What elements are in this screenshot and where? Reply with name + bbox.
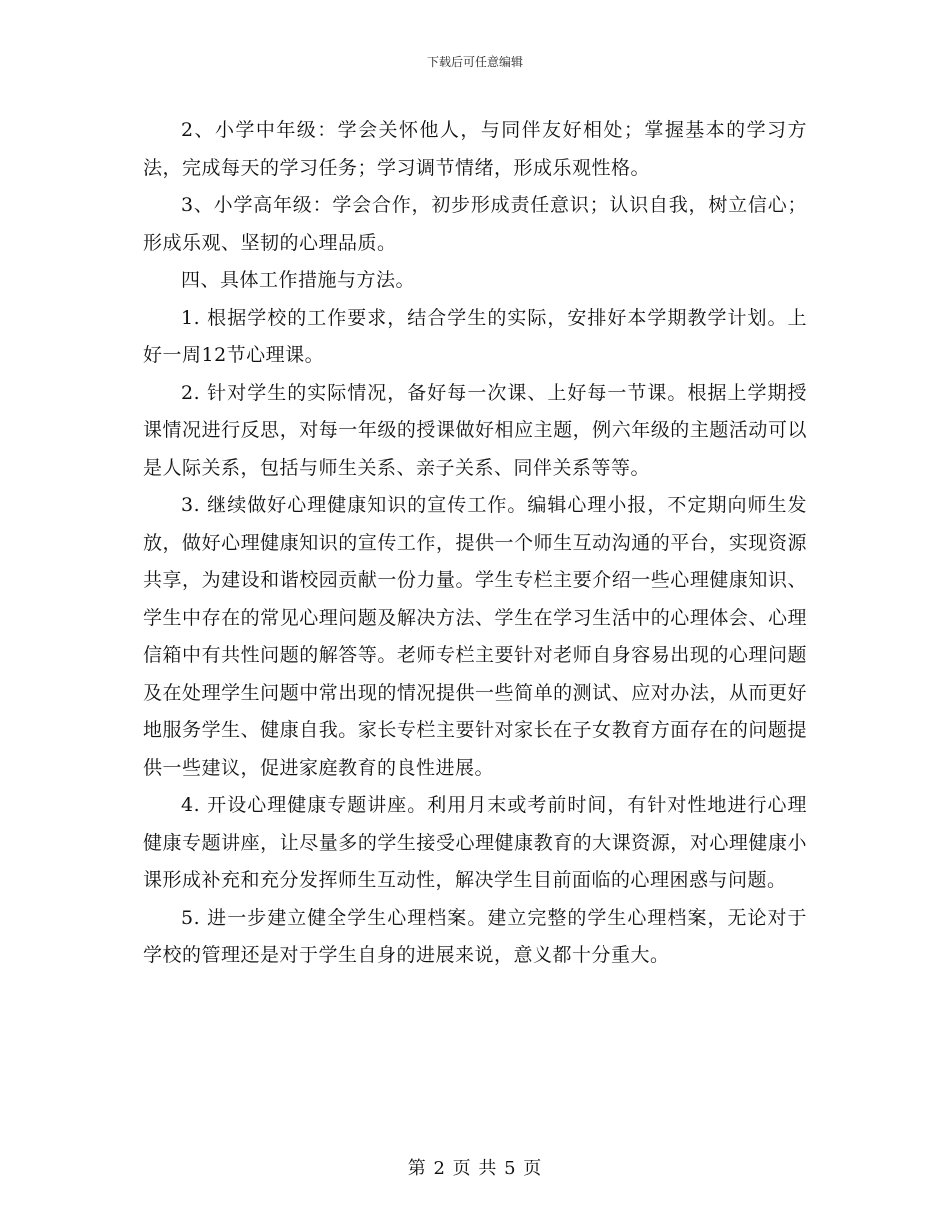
- paragraph-measure-1: 1. 根据学校的工作要求，结合学生的实际，安排好本学期教学计划。上好一周12节心理课。: [143, 306, 807, 366]
- paragraph-measure-3: 3. 继续做好心理健康知识的宣传工作。编辑心理小报，不定期向师生发放，做好心理健康知识的宣传工作，提供一个师生互动沟通的平台，实现资源共享，为建设和谐校园贡献一份力量。学生专栏主要介绍一些心理健康知识、学生中存在的常见心理问题及解决方法、学生在学习生活中的心理体会、心理信箱中有共性问题的解答等。老师专栏主要针对老师自身容易出现的心理问题及在处理学生问题中常出现的情况提供一些简单的测试、应对办法，从而更好地服务学生、健康自我。家长专栏主要针对家长在子女教育方面存在的问题提供一些建议，促进家庭教育的良性进展。: [143, 494, 807, 779]
- paragraph-middle-grade-goals: 2、小学中年级：学会关怀他人，与同伴友好相处；掌握基本的学习方法，完成每天的学习任务；学习调节情绪，形成乐观性格。: [143, 119, 807, 179]
- section-heading-measures: 四、具体工作措施与方法。: [181, 269, 416, 291]
- document-body: [143, 112, 807, 975]
- page-number-footer: 第 2 页 共 5 页: [407, 1158, 543, 1179]
- paragraph-measure-2: 2. 针对学生的实际情况，备好每一次课、上好每一节课。根据上学期授课情况进行反思，对每一年级的授课做好相应主题，例六年级的主题活动可以是人际关系，包括与师生关系、亲子关系、同伴关系等等。: [143, 381, 807, 479]
- paragraph-upper-grade-goals: 3、小学高年级：学会合作，初步形成责任意识；认识自我，树立信心；形成乐观、坚韧的心理品质。: [143, 194, 807, 254]
- paragraph-measure-4: 4. 开设心理健康专题讲座。利用月末或考前时间，有针对性地进行心理健康专题讲座，让尽量多的学生接受心理健康教育的大课资源，对心理健康小课形成补充和充分发挥师生互动性，解决学生目前面临的心理困惑与问题。: [143, 794, 807, 891]
- page-header: 下载后可任意编辑: [426, 55, 523, 69]
- paragraph-measure-5: 5. 进一步建立健全学生心理档案。建立完整的学生心理档案，无论对于学校的管理还是对于学生自身的进展来说，意义都十分重大。: [143, 906, 807, 966]
